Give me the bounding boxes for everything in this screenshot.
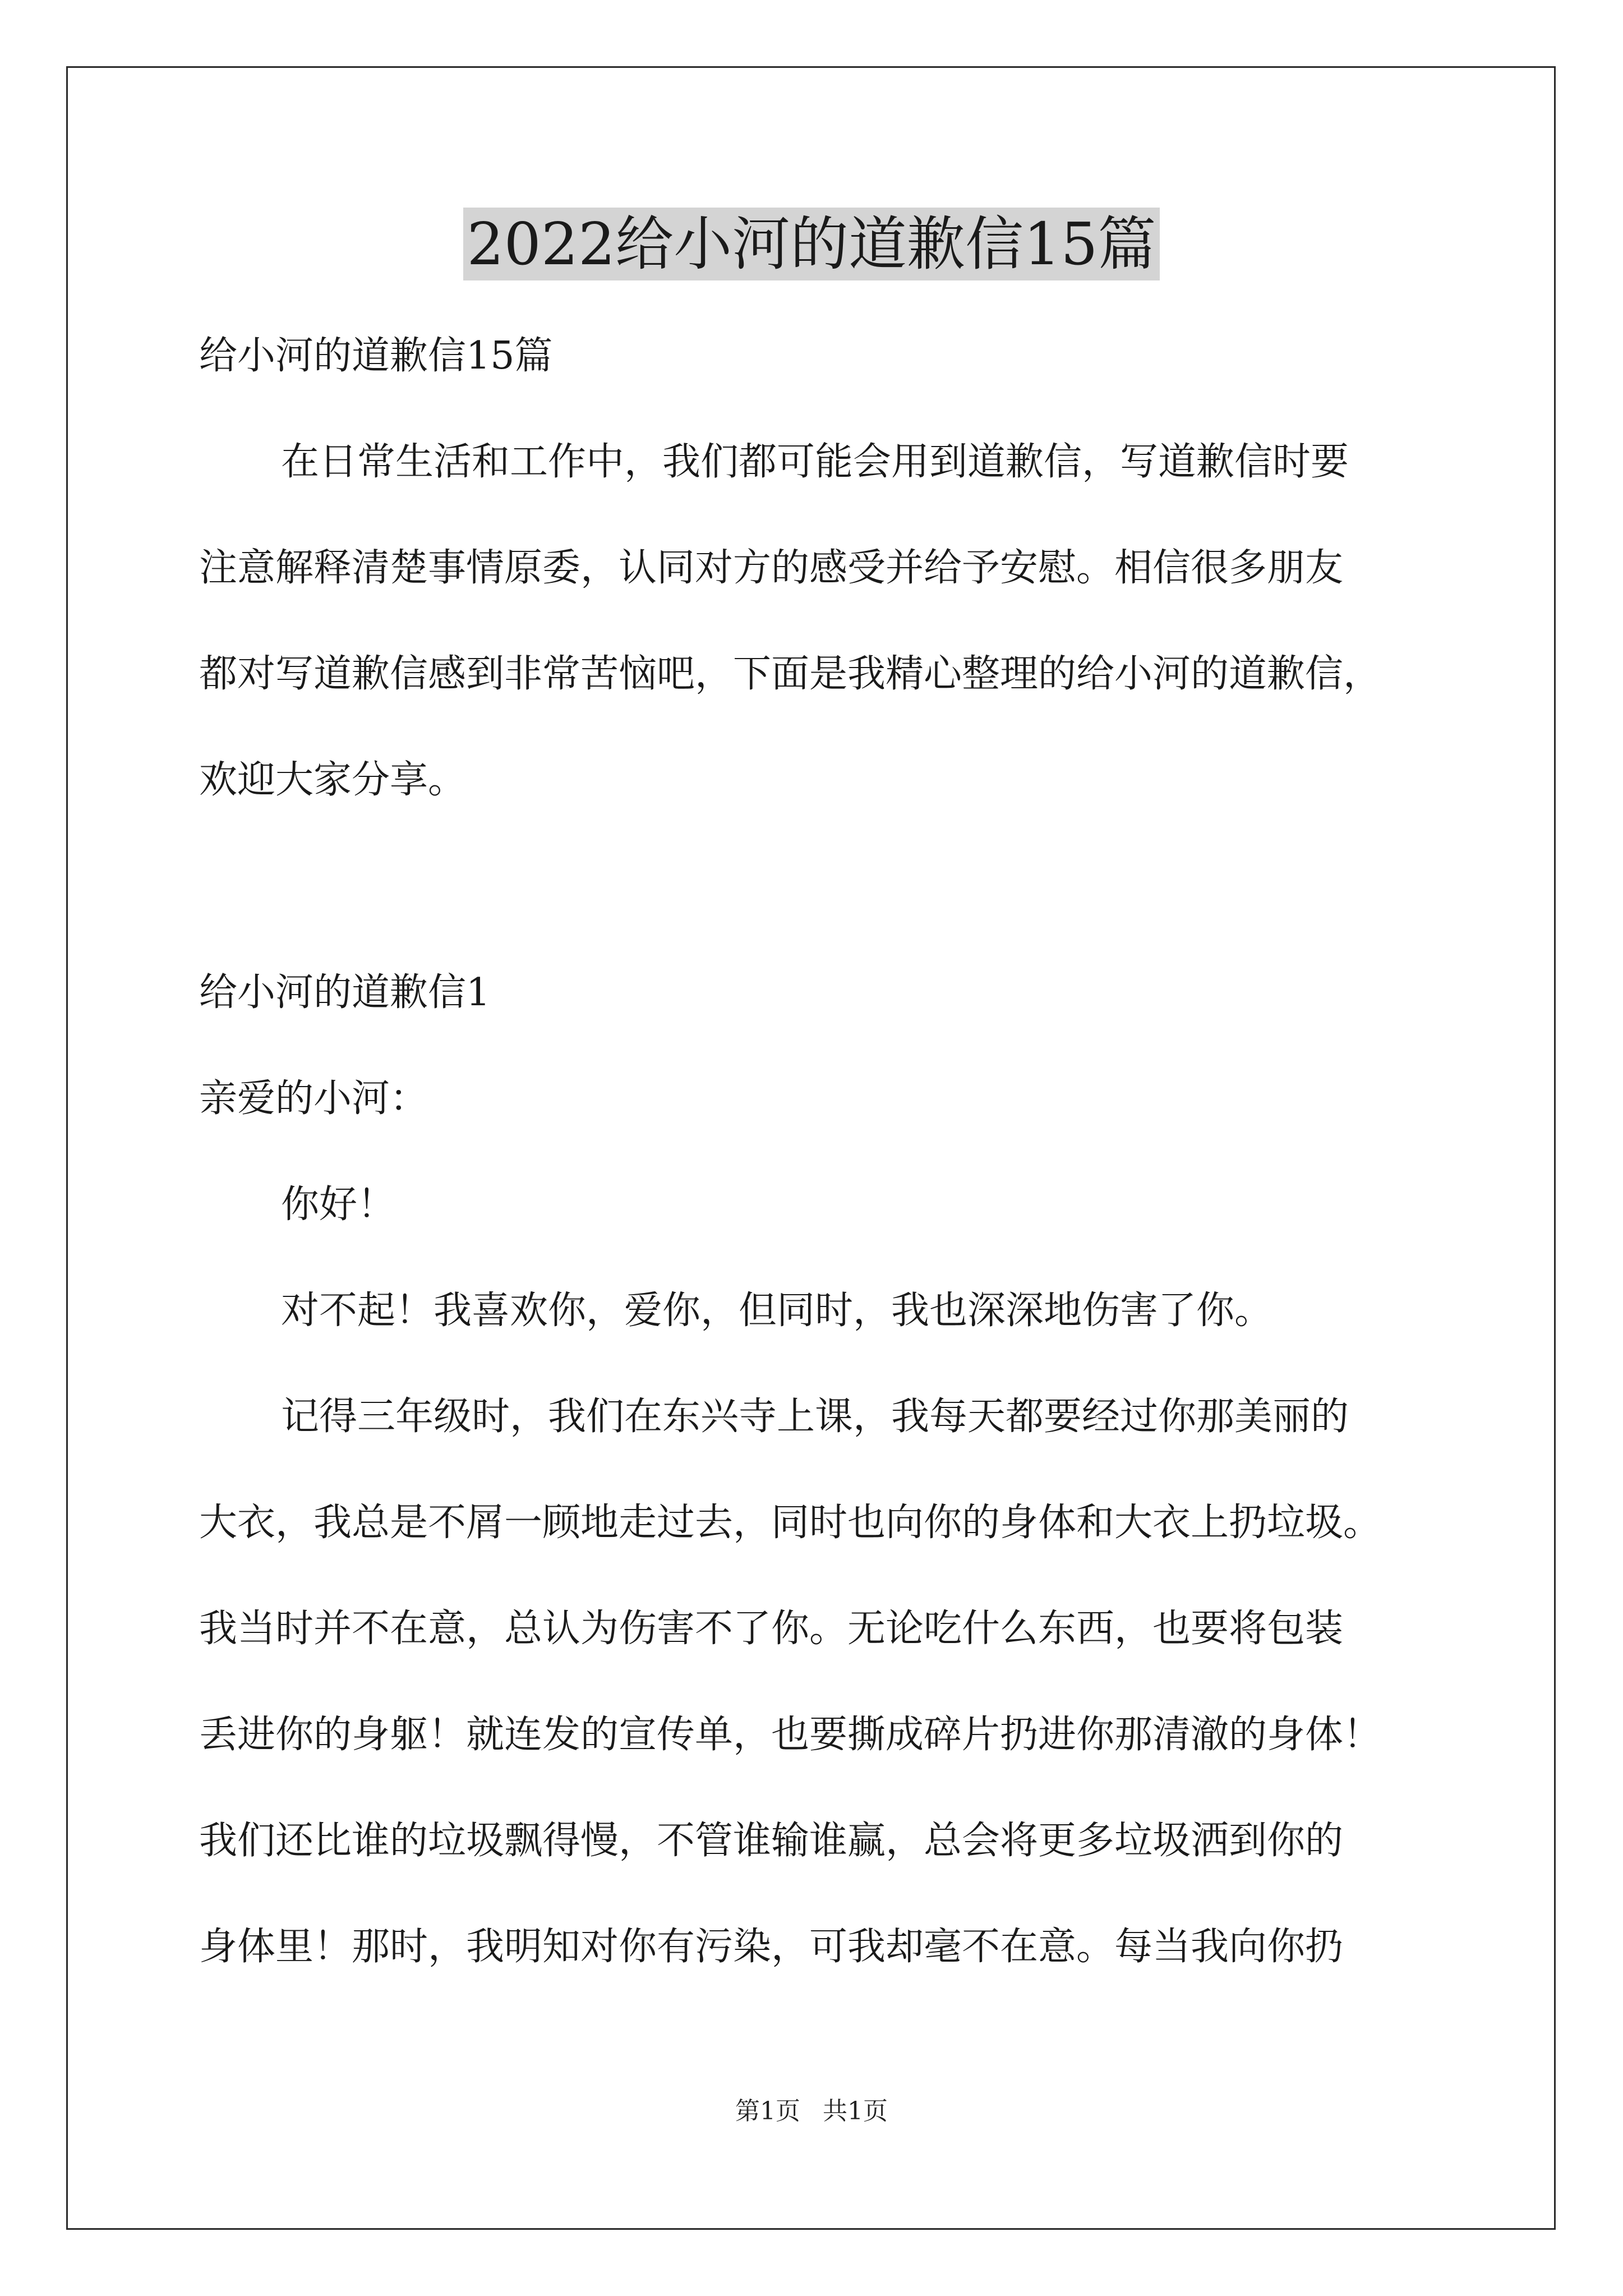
intro-line: 注意解释清楚事情原委，认同对方的感受并给予安慰。相信很多朋友: [199, 546, 1344, 590]
page-total: 共1页: [823, 2097, 888, 2125]
paragraph-line: 我们还比谁的垃圾飘得慢，不管谁输谁赢，总会将更多垃圾洒到你的: [199, 1819, 1344, 1863]
document-title: 2022给小河的道歉信15篇: [463, 208, 1159, 280]
section-spacer: [199, 833, 1433, 940]
paragraph-line: 记得三年级时，我们在东兴寺上课，我每天都要经过你那美丽的: [281, 1395, 1349, 1439]
subtitle: 给小河的道歉信15篇: [199, 334, 553, 378]
salutation: 亲爱的小河：: [199, 1076, 428, 1121]
title-container: [0, 208, 1623, 280]
intro-line: 在日常生活和工作中，我们都可能会用到道歉信，写道歉信时要: [281, 440, 1349, 484]
paragraph-line: 对不起！我喜欢你，爱你，但同时，我也深深地伤害了你。: [281, 1289, 1273, 1333]
document-body: [199, 303, 1433, 2000]
paragraph-line: 身体里！那时，我明知对你有污染，可我却毫不在意。每当我向你扔: [199, 1925, 1344, 1969]
section-heading: 给小河的道歉信1: [199, 970, 491, 1015]
paragraph-line: 丢进你的身躯！就连发的宣传单，也要撕成碎片扔进你那清澈的身体！: [199, 1713, 1382, 1757]
page-number: 第1页: [735, 2097, 800, 2125]
paragraph-line: 大衣，我总是不屑一顾地走过去，同时也向你的身体和大衣上扔垃圾。: [199, 1501, 1382, 1545]
greeting: 你好！: [281, 1182, 396, 1227]
intro-line: 欢迎大家分享。: [199, 758, 467, 802]
paragraph-line: 我当时并不在意，总认为伤害不了你。无论吃什么东西，也要将包装: [199, 1607, 1344, 1651]
page-footer: [0, 2095, 1623, 2128]
intro-line: 都对写道歉信感到非常苦恼吧，下面是我精心整理的给小河的道歉信，: [199, 652, 1382, 696]
